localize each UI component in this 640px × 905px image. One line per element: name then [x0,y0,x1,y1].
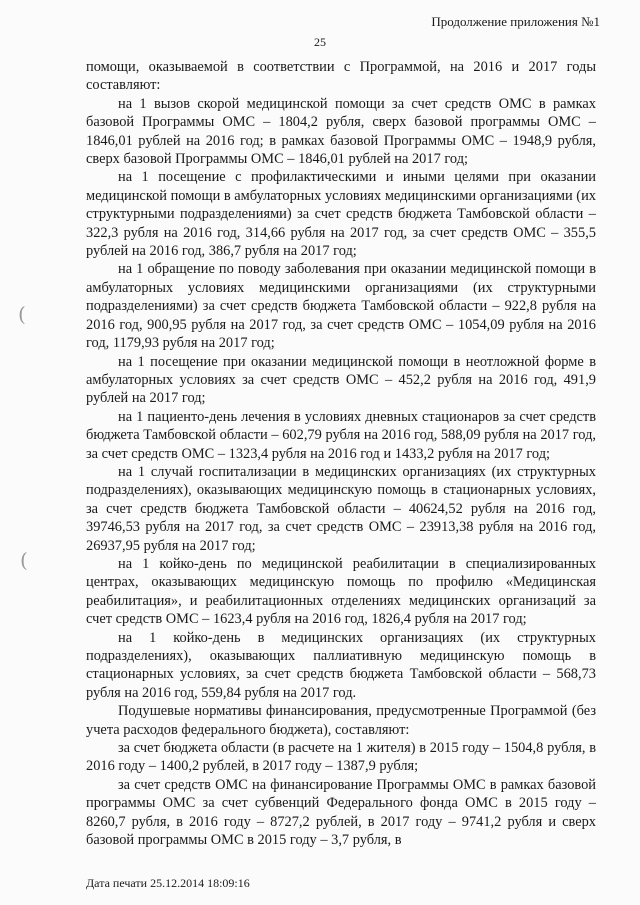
print-date-footer: Дата печати 25.12.2014 18:09:16 [86,876,250,890]
paragraph-per-capita-intro: Подушевые нормативы финансирования, предусмотренные Программой (без учета расходов федерального бюджета), составляют: [86,703,596,738]
paragraph-disease-appeal: на 1 обращение по поводу заболевания при оказании медицинской помощи в амбулаторных условиях медицинскими организациями (их структурными подразделениями) за счет средств бюджета Тамбовской области – 922,8 рубля на 2016 год, 900,95 рубля на 2017 год, за счет средств ОМС – 1054,09 рубля на 2016 год, 1179,93 рубля на 2017 год; [86,261,596,352]
paragraph-intro: помощи, оказываемой в соответствии с Программой, на 2016 и 2017 годы составляют: [86,59,596,94]
paragraph-hospitalization: на 1 случай госпитализации в медицинских организациях (их структурных подразделениях), оказывающих медицинскую помощь в стационарных условиях, за счет средств бюджета Тамбовской области – 40624,52 рубля на 2016 год, 39746,53 рубля на 2017 год, за счет средств ОМС – 23913,38 рубля на 2016 год, 26937,95 рубля на 2017 год; [86,463,596,554]
scan-binding-mark: ( [18,302,26,326]
paragraph-palliative: на 1 койко-день в медицинских организациях (их структурных подразделениях), оказывающих паллиативную медицинскую помощь в стационарных условиях, за счет средств бюджета Тамбовской области – 568,73 рубля на 2016 год, 559,84 рубля на 2017 год. [86,629,596,701]
paragraph-ambulance-call: на 1 вызов скорой медицинской помощи за счет средств ОМС в рамках базовой Программы ОМС – 1804,2 рубля, сверх базовой программы ОМС – 1846,01 рублей на 2016 год; в рамках базовой Программы ОМС – 1948,9 рубля, сверх базовой Программы ОМС – 1846,01 рублей на 2017 год; [86,95,596,168]
paragraph-urgent-visit: на 1 посещение при оказании медицинской помощи в неотложной форме в амбулаторных условиях за счет средств ОМС – 452,2 рубля на 2016 год, 491,9 рублей на 2017 год; [86,353,596,407]
appendix-header: Продолжение приложения №1 [431,14,600,29]
scan-binding-mark: ( [20,548,28,572]
paragraph-rehabilitation: на 1 койко-день по медицинской реабилитации в специализированных центрах, оказывающих медицинскую помощь по профилю «Медицинская реабилитация», и реабилитационных отделениях медицинских организаций за счет средств ОМС – 1623,4 рубля на 2016 год, 1826,4 рубля на 2017 год; [86,555,596,628]
document-body [86,58,596,849]
paragraph-preventive-visit: на 1 посещение с профилактическими и иными целями при оказании медицинской помощи в амбулаторных условиях медицинскими организациями (их структурными подразделениями) за счет средств бюджета Тамбовской области – 322,3 рубля на 2016 год, 314,66 рубля на 2017 год, за счет средств ОМС – 355,5 рублей на 2016 год, 386,7 рубля на 2017 год; [86,169,597,260]
paragraph-oms-funds: за счет средств ОМС на финансирование Программы ОМС в рамках базовой программы ОМС за счет субвенций Федерального фонда ОМС в 2015 году – 8260,7 рубля, в 2016 году – 8727,2 рублей, в 2017 году – 9741,2 рубля и сверх базовой программы ОМС в 2015 году – 3,7 рубля, в [86,776,596,849]
paragraph-regional-budget: за счет бюджета области (в расчете на 1 жителя) в 2015 году – 1504,8 рубля, в 2016 году – 1400,2 рублей, в 2017 году – 1387,9 рубля; [86,740,596,775]
page-number: 25 [314,35,326,49]
paragraph-day-hospital: на 1 пациенто-день лечения в условиях дневных стационаров за счет средств бюджета Тамбовской области – 602,79 рубля на 2016 год, 588,09 рубля на 2017 год, за счет средств ОМС – 1323,4 рубля на 2016 год и 1433,2 рубля на 2017 год; [86,408,596,462]
